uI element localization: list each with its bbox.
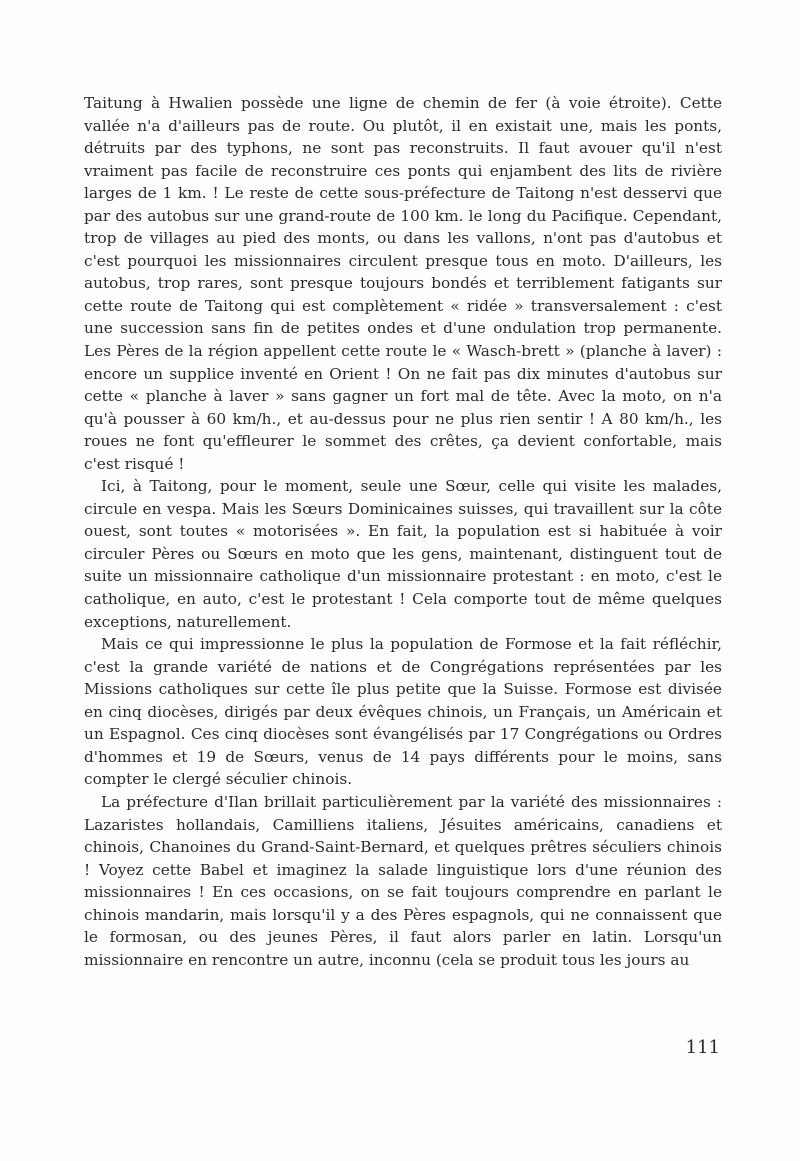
paragraph-4: La préfecture d'Ilan brillait particulièrement par la variété des missionnaires : Lazaristes hollandais, Camilliens italiens, Jésuites américains, canadiens et chinois, Chanoines du Grand-Saint-Bernard, et quelques prêtres séculiers chinois ! Voyez cette Babel et imaginez la salade linguistique lors d'une réunion des missionnaires ! En ces occasions, on se fait toujours comprendre en parlant le chinois mandarin, mais lorsqu'il y a des Pères espagnols, qui ne connaissent que le formosan, ou des jeunes Pères, il faut alors parler en latin. Lorsqu'un missionnaire en rencontre un autre, inconnu (cela se produit tous les jours au [84,792,722,969]
paragraph-1: Taitung à Hwalien possède une ligne de chemin de fer (à voie étroite). Cette vallée n'a d'ailleurs pas de route. Ou plutôt, il en existait une, mais les ponts, détruits par des typhons, ne sont pas reconstruits. Il faut avouer qu'il n'est vraiment pas facile de reconstruire ces ponts qui enjambent des lits de rivière larges de 1 km. ! Le reste de cette sous-préfecture de Taitong n'est desservi que par des autobus sur une grand-route de 100 km. le long du Pacifique. Cependant, trop de villages au pied des monts, ou dans les vallons, n'ont pas d'autobus et c'est pourquoi les missionnaires circulent presque tous en moto. D'ailleurs, les autobus, trop rares, sont presque toujours bondés et terriblement fatigants sur cette route de Taitong qui est complètement « ridée » transversalement : c'est une succession sans fin de petites ondes et d'une ondulation trop permanente. Les Pères de la région appellent cette route le « Wasch-brett » (planche à laver) : encore un supplice inventé en Orient ! On ne fait pas dix minutes d'autobus sur cette « planche à laver » sans gagner un fort mal de tête. Avec la moto, on n'a qu'à pousser à 60 km/h., et au-dessus pour ne plus rien sentir ! A 80 km/h., les roues ne font qu'effleurer le sommet des crêtes, ça devient confortable, mais c'est risqué ! [84,94,722,473]
body-text [84,92,722,971]
page-number: 111 [685,1037,720,1058]
paragraph-3: Mais ce qui impressionne le plus la population de Formose et la fait réfléchir, c'est la grande variété de nations et de Congrégations représentées par les Missions catholiques sur cette île plus petite que la Suisse. Formose est divisée en cinq diocèses, dirigés par deux évêques chinois, un Français, un Américain et un Espagnol. Ces cinq diocèses sont évangélisés par 17 Congrégations ou Ordres d'hommes et 19 de Sœurs, venus de 14 pays différents pour le moins, sans compter le clergé séculier chinois. [84,635,722,789]
paragraph-2: Ici, à Taitong, pour le moment, seule une Sœur, celle qui visite les malades, circule en vespa. Mais les Sœurs Dominicaines suisses, qui travaillent sur la côte ouest, sont toutes « motorisées ». En fait, la population est si habituée à voir circuler Pères ou Sœurs en moto que les gens, maintenant, distinguent tout de suite un missionnaire catholique d'un missionnaire protestant : en moto, c'est le catholique, en auto, c'est le protestant ! Cela comporte tout de même quelques exceptions, naturellement. [84,477,722,631]
